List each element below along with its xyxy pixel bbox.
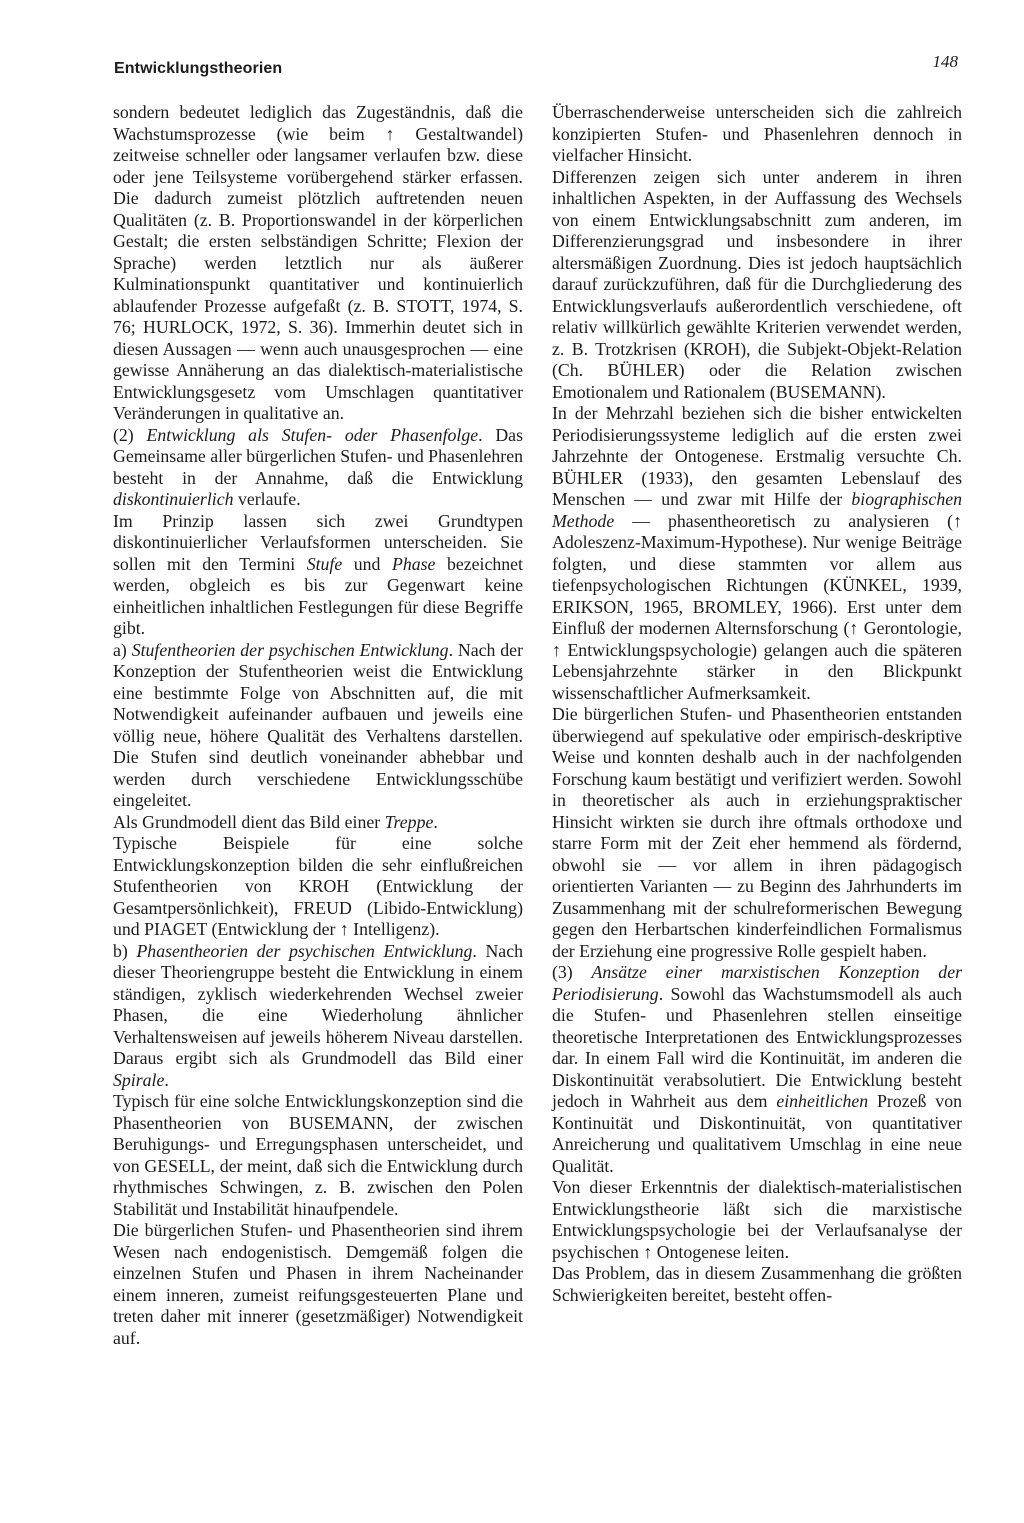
italic-term: Ansätze einer marxistischen Konzeption der Periodisierung: [552, 962, 963, 1004]
italic-term: Entwicklung als Stufen- oder Phasenfolge: [146, 424, 479, 445]
paragraph: (2) Entwicklung als Stufen- oder Phasenfolge. Das Gemeinsame aller bürgerlichen Stufen- und Phasenlehren besteht in der Annahme, daß die Entwicklung diskontinuierlich verlaufe.: [113, 424, 523, 509]
italic-term: Stufentheorien der psychischen Entwicklung: [131, 639, 449, 660]
italic-term: diskontinuierlich: [113, 489, 234, 509]
paragraph: Von dieser Erkenntnis der dialektisch-materialistischen Entwicklungstheorie läßt sich die marxistische Entwicklungspsychologie bei der Verlaufsanalyse der psychischen ↑ Ontogenese leiten.: [552, 1177, 962, 1262]
paragraph: Differenzen zeigen sich unter anderem in ihren inhaltlichen Aspekten, in der Auffassung des Wechsels von einem Entwicklungsabschnitt zum anderen, im Differenzierungsgrad und insbesondere in ihrer altersmäßigen Zuordnung. Dies ist jedoch hauptsächlich darauf zurückzuführen, daß für die Durchgliederung des Entwicklungsverlaufs außerordentlich verschiedene, oft relativ willkürlich gewählte Kriterien verwendet werden, z. B. Trotzkrisen (KROH), die Subjekt-Objekt-Relation (Ch. BÜHLER) oder die Relation zwischen Emotionalem und Rationalem (BUSEMANN).: [552, 166, 962, 402]
italic-term: Phasentheorien der psychischen Entwicklung: [136, 940, 473, 961]
paragraph: Typisch für eine solche Entwicklungskonzeption sind die Phasentheorien von BUSEMANN, der zwischen Beruhigungs- und Erregungsphasen unterscheidet, und von GESELL, der meint, daß sich die Entwicklung durch rhythmisches Schwingen, z. B. zwischen den Polen Stabilität und Instabilität hinaufpendele.: [113, 1091, 523, 1219]
paragraph: Überraschenderweise unterscheiden sich die zahlreich konzipierten Stufen- und Phasenlehren dennoch in vielfacher Hinsicht.: [552, 102, 962, 165]
paragraph: Typische Beispiele für eine solche Entwicklungskonzeption bilden die sehr einflußreichen Stufentheorien von KROH (Entwicklung der Gesamtpersönlichkeit), FREUD (Libido-Entwicklung) und PIAGET (Entwicklung der ↑ Intelligenz).: [113, 833, 523, 939]
italic-term: Stufe: [306, 553, 343, 574]
italic-term: Treppe: [384, 811, 434, 832]
left-column: [113, 102, 523, 1349]
paragraph: (3) Ansätze einer marxistischen Konzeption der Periodisierung. Sowohl das Wachstumsmodell als auch die Stufen- und Phasenlehren stellen einseitige theoretische Interpretationen des Entwicklungsprozesses dar. In einem Fall wird die Kontinuität, im anderen die Diskontinuität verabsolutiert. Die Entwicklung besteht jedoch in Wahrheit aus dem einheitlichen Prozeß von Kontinuität und Diskontinuität, von quantitativer Anreicherung und qualitativem Umschlag in eine neue Qualität.: [552, 962, 963, 1176]
paragraph: In der Mehrzahl beziehen sich die bisher entwickelten Periodisierungssysteme lediglich auf die ersten zwei Jahrzehnte der Ontogenese. Erstmalig versuchte Ch. BÜHLER (1933), den gesamten Lebenslauf des Menschen — und zwar mit Hilfe der biographischen Methode — phasentheoretisch zu analysieren (↑ Adoleszenz-Maximum-Hypothese). Nur wenige Beiträge folgten, und diese stammten vor allem aus tiefenpsychologischen Richtungen (KÜNKEL, 1939, ERIKSON, 1965, BROMLEY, 1966). Erst unter dem Einfluß der modernen Alternsforschung (↑ Gerontologie, ↑ Entwicklungspsychologie) gelangen auch die späteren Lebensjahrzehnte stärker in den Blickpunkt wissenschaftlicher Aufmerksamkeit.: [552, 403, 962, 703]
paragraph: Als Grundmodell dient das Bild einer Treppe.: [113, 811, 438, 832]
paragraph: sondern bedeutet lediglich das Zugeständnis, daß die Wachstumsprozesse (wie beim ↑ Gestaltwandel) zeitweise schneller oder langsamer verlaufen bzw. diese oder jene Teilsysteme vorübergehend stärker erfassen. Die dadurch zumeist plötzlich auftretenden neuen Qualitäten (z. B. Proportionswandel in der körperlichen Gestalt; die ersten selbständigen Schritte; Flexion der Sprache) werden letztlich nur als äußerer Kulminationspunkt quantitativer und kontinuierlich ablaufender Prozesse aufgefaßt (z. B. STOTT, 1974, S. 76; HURLOCK, 1972, S. 36). Immerhin deutet sich in diesen Aussagen — wenn auch unausgesprochen — eine gewisse Annäherung an das dialektisch-materialistische Entwicklungsgesetz vom Umschlagen quantitativer Veränderungen in qualitative an.: [113, 102, 523, 423]
italic-term: Phase: [391, 553, 436, 574]
paragraph: a) Stufentheorien der psychischen Entwicklung. Nach der Konzeption der Stufentheorien weist die Entwicklung eine bestimmte Folge von Abschnitten auf, die mit Notwendigkeit aufeinander aufbauen und jeweils eine völlig neue, höhere Qualität des Verhaltens darstellen. Die Stufen sind deutlich voneinander abhebbar und werden durch verschiedene Entwicklungsschübe eingeleitet.: [113, 639, 523, 810]
running-head: Entwicklungstheorien: [114, 60, 283, 77]
page-number: 148: [932, 52, 958, 71]
paragraph: Die bürgerlichen Stufen- und Phasentheorien entstanden überwiegend auf spekulative oder empirisch-deskriptive Weise und konnten deshalb auch in der nachfolgenden Forschung kaum bestätigt und verifiziert werden. Sowohl in theoretischer als auch in erziehungspraktischer Hinsicht wirkten sie durch ihre oftmals orthodoxe und starre Form mit der Zeit eher hemmend als fördernd, obwohl sie — vor allem in ihren pädagogisch orientierten Varianten — zu Beginn des Jahrhunderts im Zusammenhang mit der schulreformerischen Bewegung gegen den Herbartschen kinderfeindlichen Formalismus der Erziehung eine progressive Rolle gespielt haben.: [552, 704, 962, 961]
paragraph: Im Prinzip lassen sich zwei Grundtypen diskontinuierlicher Verlaufsformen unterscheiden. Sie sollen mit den Termini Stufe und Phase bezeichnet werden, obgleich es bis zur Gegenwart keine einheitlichen inhaltlichen Festlegungen für diese Begriffe gibt.: [113, 510, 523, 638]
right-column: [552, 102, 962, 1306]
paragraph: Das Problem, das in diesem Zusammenhang die größten Schwierigkeiten bereitet, besteht offen-: [552, 1263, 962, 1305]
paragraph: Die bürgerlichen Stufen- und Phasentheorien sind ihrem Wesen nach endogenistisch. Demgemäß folgen die einzelnen Stufen und Phasen in ihrem Nacheinander einem inneren, zumeist reifungsgesteuerten Plane und treten daher mit innerer (gesetzmäßiger) Notwendigkeit auf.: [113, 1220, 523, 1348]
italic-term: biographischen Methode: [552, 489, 962, 531]
paragraph: b) Phasentheorien der psychischen Entwicklung. Nach dieser Theoriengruppe besteht die Entwicklung in einem ständigen, zyklisch wiederkehrenden Wechsel zweier Phasen, die eine Wiederholung ähnlicher Verhaltensweisen auf jeweils höherem Niveau darstellen. Daraus ergibt sich als Grundmodell das Bild einer Spirale.: [113, 940, 523, 1090]
italic-term: Spirale: [113, 1069, 165, 1090]
italic-term: einheitlichen: [776, 1091, 869, 1111]
